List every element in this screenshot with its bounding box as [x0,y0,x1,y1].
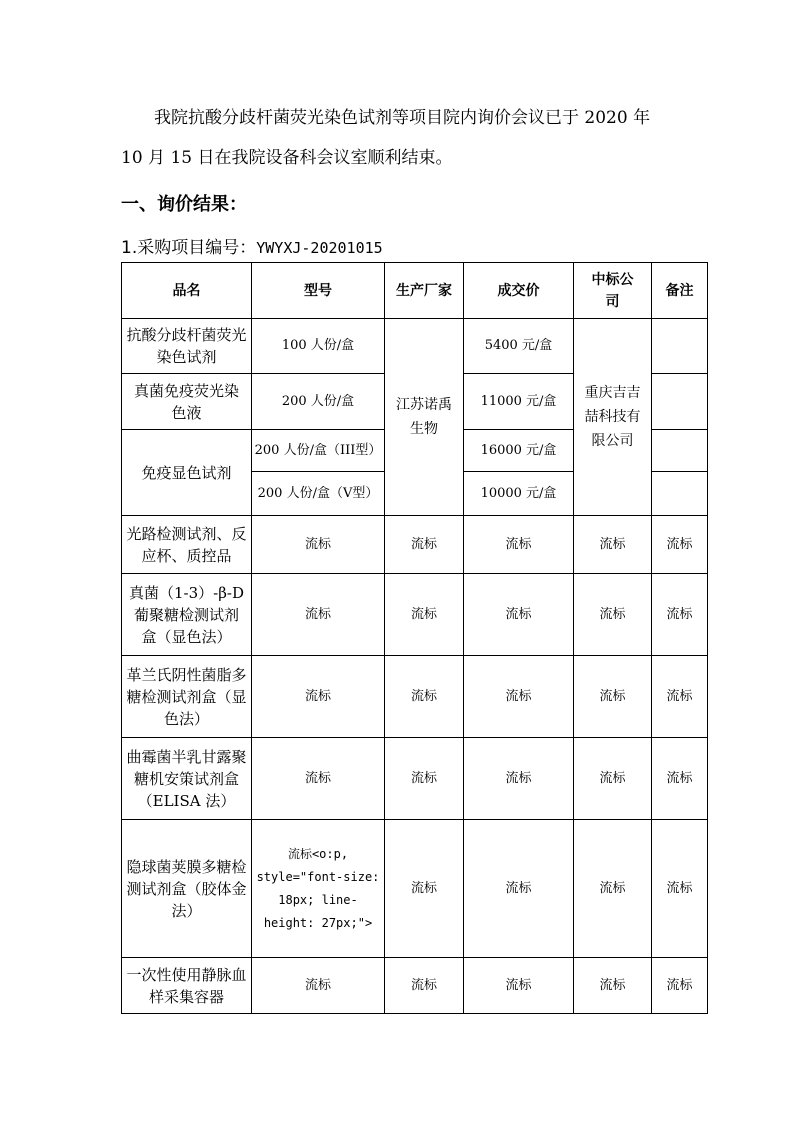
cell-product-name: 一次性使用静脉血样采集容器 [122,958,252,1014]
cell-price: 流标 [464,820,574,958]
cell-model: 流标<o:p, style="font-size: 18px; line-height: 27px;"> [252,820,385,958]
cell-manufacturer: 流标 [385,656,464,738]
cell-note: 流标 [652,738,708,820]
cell-winner: 重庆吉吉喆科技有限公司 [574,319,652,516]
cell-manufacturer: 流标 [385,516,464,574]
cell-manufacturer: 流标 [385,820,464,958]
cell-product-name: 真菌免疫荧光染色液 [122,374,252,430]
cell-winner: 流标 [574,958,652,1014]
cell-price: 5400 元/盒 [464,319,574,374]
cell-product-name: 免疫显色试剂 [122,430,252,516]
cell-product-name: 曲霉菌半乳甘露聚糖机安策试剂盒（ELISA 法） [122,738,252,820]
project-number [121,233,383,258]
inquiry-result-table [121,262,708,1014]
cell-product-name: 抗酸分歧杆菌荧光染色试剂 [122,319,252,374]
cell-price: 11000 元/盒 [464,374,574,430]
cell-model: 200 人份/盒（Ⅴ型） [252,472,385,516]
cell-manufacturer: 江苏诺禹生物 [385,319,464,516]
cell-note [652,374,708,430]
table-row [122,516,708,574]
table-row [122,574,708,656]
cell-manufacturer: 流标 [385,738,464,820]
table-row [122,958,708,1014]
project-number-label: 1.采购项目编号： [121,238,257,258]
header-product-name: 品名 [122,263,252,319]
project-code: YWYXJ-20201015 [256,239,383,257]
header-manufacturer: 生产厂家 [385,263,464,319]
cell-winner: 流标 [574,574,652,656]
cell-note [652,472,708,516]
cell-price: 流标 [464,516,574,574]
cell-price: 流标 [464,574,574,656]
header-winner: 中标公司 [574,263,652,319]
intro-line-1: 我院抗酸分歧杆菌荧光染色试剂等项目院内询价会议已于 2020 年 [154,108,651,128]
cell-note: 流标 [652,574,708,656]
cell-note: 流标 [652,820,708,958]
cell-model: 200 人份/盒 [252,374,385,430]
cell-note: 流标 [652,516,708,574]
cell-note: 流标 [652,656,708,738]
table-row [122,656,708,738]
header-price: 成交价 [464,263,574,319]
cell-price: 流标 [464,738,574,820]
cell-manufacturer: 流标 [385,958,464,1014]
cell-product-name: 隐球菌荚膜多糖检测试剂盒（胶体金法） [122,820,252,958]
table-header-row [122,263,708,319]
cell-model: 流标 [252,574,385,656]
cell-product-name: 光路检测试剂、反应杯、质控品 [122,516,252,574]
table-row [122,319,708,374]
cell-winner: 流标 [574,516,652,574]
cell-note [652,430,708,472]
cell-model: 流标 [252,738,385,820]
section-title: 一、询价结果： [121,194,247,215]
cell-note: 流标 [652,958,708,1014]
cell-winner: 流标 [574,656,652,738]
cell-winner: 流标 [574,820,652,958]
cell-model: 100 人份/盒 [252,319,385,374]
cell-manufacturer: 流标 [385,574,464,656]
cell-note [652,319,708,374]
table-row [122,738,708,820]
cell-price: 16000 元/盒 [464,430,574,472]
cell-model: 200 人份/盒（III型） [252,430,385,472]
header-note: 备注 [652,263,708,319]
cell-product-name: 真菌（1-3）-β-D葡聚糖检测试剂盒（显色法） [122,574,252,656]
intro-line-2: 10 月 15 日在我院设备科会议室顺利结束。 [121,148,453,168]
cell-model: 流标 [252,958,385,1014]
cell-model: 流标 [252,656,385,738]
cell-price: 流标 [464,958,574,1014]
cell-model: 流标 [252,516,385,574]
table-row [122,820,708,958]
header-model: 型号 [252,263,385,319]
cell-price: 10000 元/盒 [464,472,574,516]
cell-product-name: 革兰氏阴性菌脂多糖检测试剂盒（显色法） [122,656,252,738]
cell-price: 流标 [464,656,574,738]
cell-winner: 流标 [574,738,652,820]
